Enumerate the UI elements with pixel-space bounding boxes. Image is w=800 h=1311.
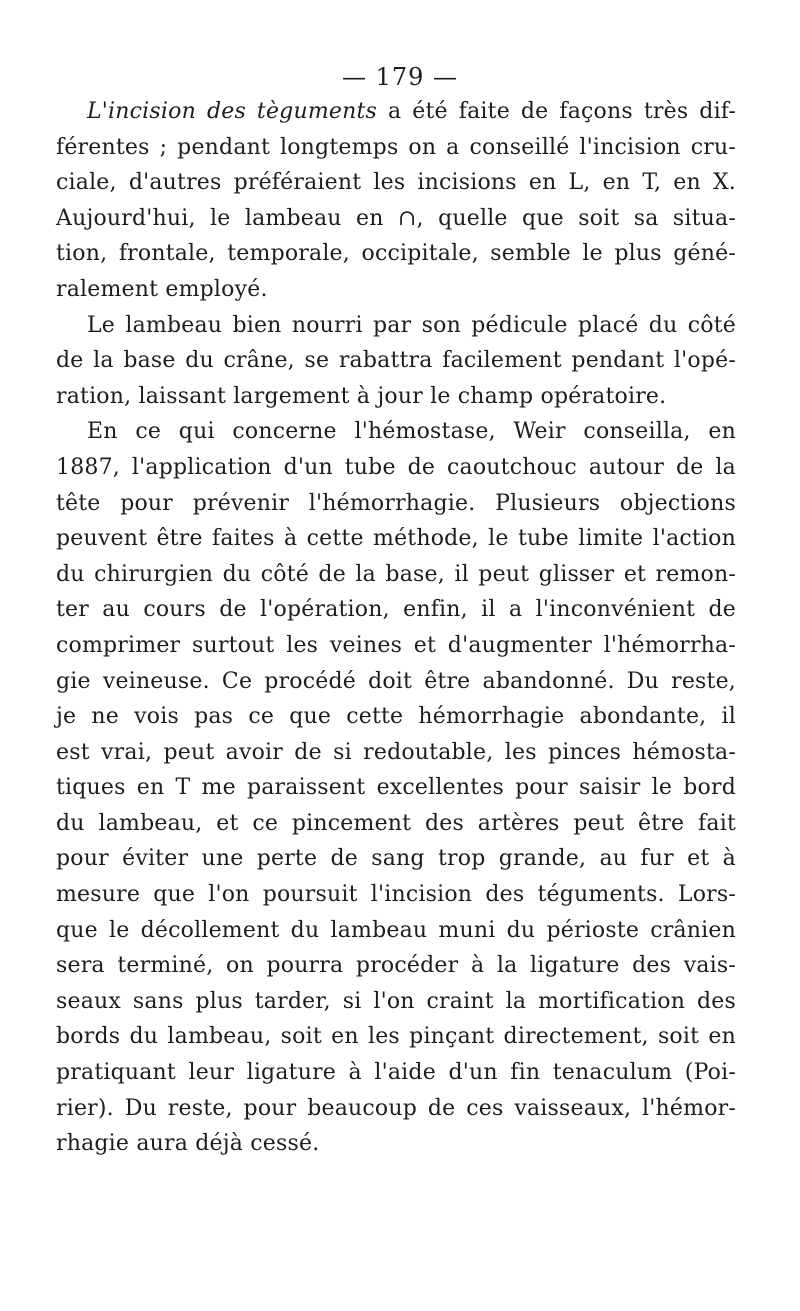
paragraph-3-line-17: seaux sans plus tarder, si l'on craint la mortification des [56, 988, 736, 1014]
paragraph-1-line-1 [56, 94, 736, 130]
paragraph-1-line-2: férentes ; pendant longtemps on a conseillé l'incision cru- [56, 134, 736, 160]
paragraph-3-line-2: 1887, l'application d'un tube de caoutchouc autour de la [56, 454, 736, 480]
paragraph-2-line-2: de la base du crâne, se rabattra facilement pendant l'opé- [56, 348, 736, 374]
paragraph-3-line-12: du lambeau, et ce pincement des artères peut être fait [56, 810, 736, 836]
paragraph-3-line-13: pour éviter une perte de sang trop grande, au fur et à [56, 846, 736, 872]
page-number: — 179 — [341, 63, 459, 91]
paragraph-3-line-16: sera terminé, on pourra procéder à la ligature des vais- [56, 953, 736, 979]
paragraph-3-line-4: peuvent être faites à cette méthode, le tube limite l'action [56, 526, 736, 552]
paragraph-1-line-6: ralement employé. [56, 276, 268, 302]
paragraph-2-line-1: Le lambeau bien nourri par son pédicule placé du côté [87, 312, 736, 338]
paragraph-3-line-10: est vrai, peut avoir de si redoutable, les pinces hémosta- [56, 739, 736, 765]
paragraph-3-line-18: bords du lambeau, soit en les pinçant directement, soit en [56, 1024, 736, 1050]
paragraph-3-line-15: que le décollement du lambeau muni du périoste crânien [56, 917, 736, 943]
paragraph-3-line-11: tiques en T me paraissent excellentes pour saisir le bord [56, 775, 736, 801]
paragraph-3-line-19: pratiquant leur ligature à l'aide d'un fin tenaculum (Poi- [56, 1060, 736, 1086]
paragraph-3-line-14: mesure que l'on poursuit l'incision des téguments. Lors- [56, 882, 736, 908]
paragraph-3-line-8: gie veineuse. Ce procédé doit être abandonné. Du reste, [56, 668, 736, 694]
line-rest: a été faite de façons très dif- [377, 99, 737, 124]
paragraph-3-line-3: tête pour prévenir l'hémorrhagie. Plusieurs objections [56, 490, 736, 516]
paragraph-1-line-4: Aujourd'hui, le lambeau en ∩, quelle que soit sa situa- [56, 205, 736, 231]
italic-term: L'incision des tèguments [87, 99, 378, 124]
body-text [56, 94, 736, 1162]
paragraph-3-line-9: je ne vois pas ce que cette hémorrhagie abondante, il [56, 704, 736, 730]
paragraph-3-line-6: ter au cours de l'opération, enfin, il a l'inconvénient de [56, 597, 736, 623]
paragraph-3-line-7: comprimer surtout les veines et d'augmenter l'hémorrha- [56, 632, 736, 658]
paragraph-3-line-1: En ce qui concerne l'hémostase, Weir conseilla, en [87, 419, 736, 445]
paragraph-1-line-3: ciale, d'autres préféraient les incisions en L, en T, en X. [56, 170, 736, 196]
paragraph-1-line-5: tion, frontale, temporale, occipitale, semble le plus géné- [56, 241, 736, 267]
paragraph-3-line-5: du chirurgien du côté de la base, il peut glisser et remon- [56, 561, 736, 587]
paragraph-3-line-21: rhagie aura déjà cessé. [56, 1131, 320, 1157]
paragraph-2-line-3: ration, laissant largement à jour le champ opératoire. [56, 383, 667, 409]
paragraph-3-line-20: rier). Du reste, pour beaucoup de ces vaisseaux, l'hémor- [56, 1095, 736, 1121]
